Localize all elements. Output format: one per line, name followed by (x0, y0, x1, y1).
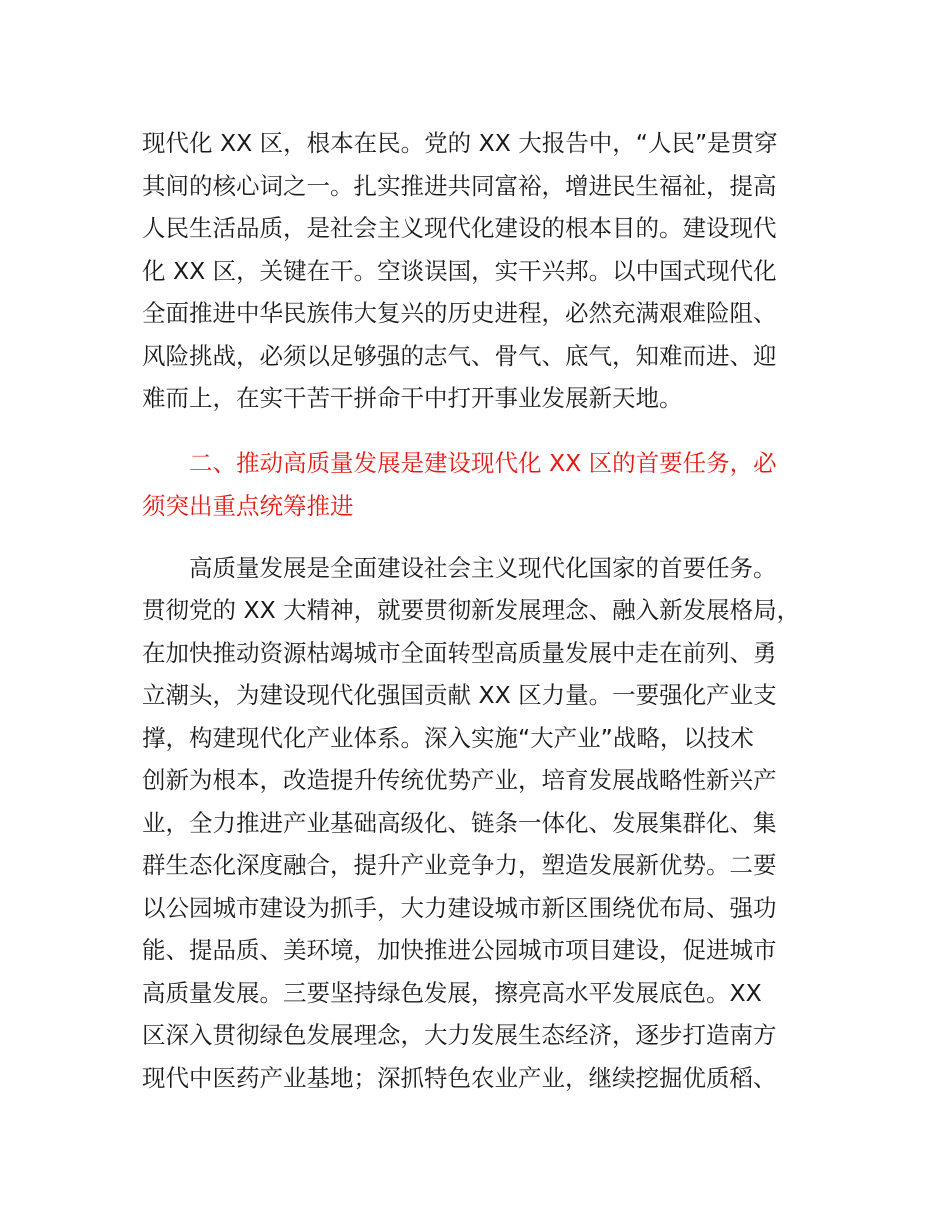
paragraph-2-line: 立潮头，为建设现代化强国贡献 XX 区力量。一要强化产业支 (142, 681, 777, 709)
section-heading-line: 二、推动高质量发展是建设现代化 XX 区的首要任务，必 (189, 449, 777, 477)
paragraph-1-line: 化 XX 区，关键在干。空谈误国，实干兴邦。以中国式现代化 (142, 257, 777, 285)
paragraph-2-line: 高质量发展是全面建设社会主义现代化国家的首要任务。 (189, 554, 777, 582)
paragraph-2-line: 撑，构建现代化产业体系。深入实施“大产业”战略，以技术 (142, 724, 754, 752)
paragraph-1-line: 现代化 XX 区，根本在民。党的 XX 大报告中，“人民”是贯穿 (142, 129, 778, 157)
paragraph-2-line: 在加快推动资源枯竭城市全面转型高质量发展中走在前列、勇 (142, 639, 777, 667)
paragraph-1-line: 全面推进中华民族伟大复兴的历史进程，必然充满艰难险阻、 (142, 299, 777, 327)
paragraph-1-line: 难而上，在实干苦干拼命干中打开事业发展新天地。 (142, 384, 683, 412)
paragraph-1-line: 风险挑战，必须以足够强的志气、骨气、底气，知难而进、迎 (142, 342, 777, 370)
paragraph-2-line: 业，全力推进产业基础高级化、链条一体化、发展集群化、集 (142, 809, 777, 837)
paragraph-2-line: 群生态化深度融合，提升产业竞争力，塑造发展新优势。二要 (142, 851, 777, 879)
paragraph-2-line: 高质量发展。三要坚持绿色发展，擦亮高水平发展底色。XX (142, 979, 762, 1007)
paragraph-2-line: 能、提品质、美环境，加快推进公园城市项目建设，促进城市 (142, 936, 777, 964)
paragraph-2-line: 区深入贯彻绿色发展理念，大力发展生态经济，逐步打造南方 (142, 1021, 777, 1049)
paragraph-2-line: 贯彻党的 XX 大精神，就要贯彻新发展理念、融入新发展格局， (142, 596, 801, 624)
section-heading-line: 须突出重点统筹推进 (142, 492, 354, 520)
paragraph-2-line: 现代中医药产业基地；深抓特色农业产业，继续挖掘优质稻、 (142, 1064, 777, 1092)
paragraph-1-line: 人民生活品质，是社会主义现代化建设的根本目的。建设现代 (142, 214, 777, 242)
paragraph-1-line: 其间的核心词之一。扎实推进共同富裕，增进民生福祉，提高 (142, 172, 777, 200)
paragraph-2-line: 创新为根本，改造提升传统优势产业，培育发展战略性新兴产 (142, 766, 777, 794)
paragraph-2-line: 以公园城市建设为抓手，大力建设城市新区围绕优布局、强功 (142, 894, 777, 922)
